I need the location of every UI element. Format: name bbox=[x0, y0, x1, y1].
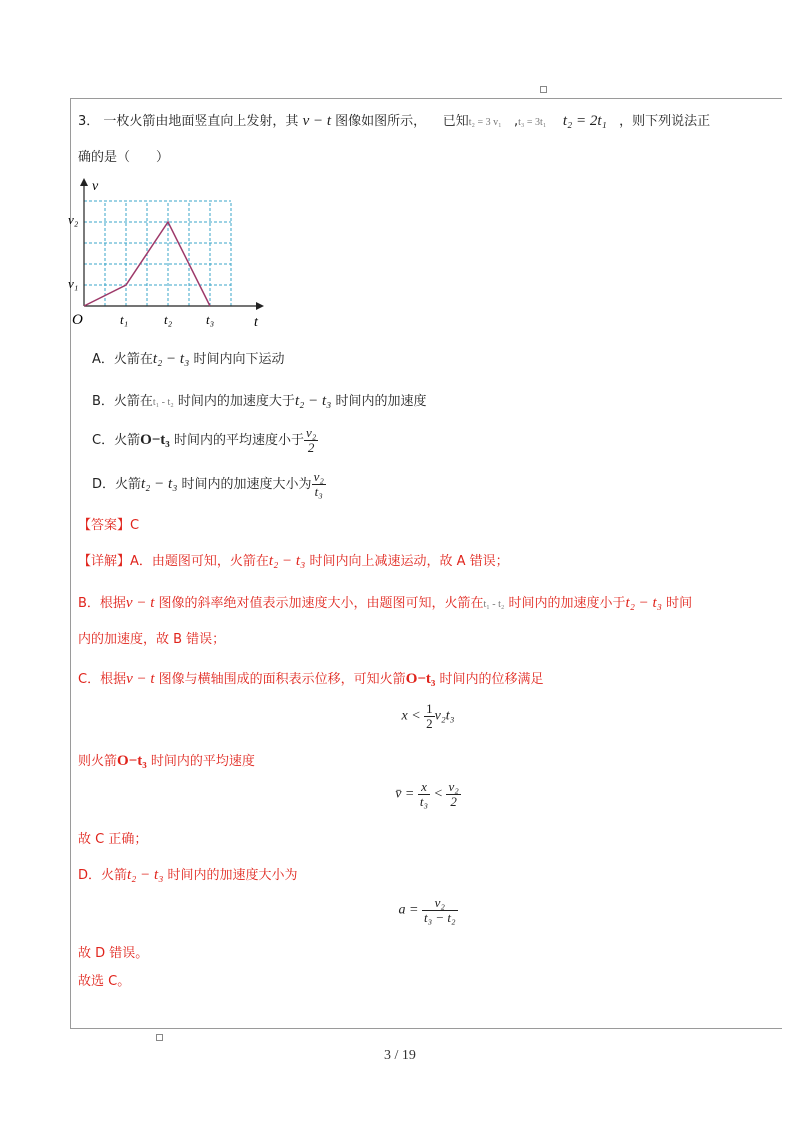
option-d-math: t₂ − t₃ bbox=[141, 476, 178, 492]
detail-c-post: 时间内的位移满足 bbox=[439, 672, 544, 687]
label-t-axis: t bbox=[254, 315, 258, 330]
question-stem-line2: 确的是（ ） bbox=[78, 150, 170, 165]
detail-a-pre: A．由题图可知，火箭在 bbox=[130, 554, 269, 569]
answer-value: C bbox=[130, 518, 140, 533]
detail-c-line1 bbox=[78, 668, 544, 688]
detail-d-line1 bbox=[78, 864, 298, 884]
option-b-mid: 时间内的加速度大于 bbox=[177, 394, 295, 409]
detail-b-math: v − t bbox=[125, 595, 155, 611]
detail-tag: 【详解】 bbox=[78, 554, 131, 569]
question-text-b: 图像如图所示， bbox=[335, 114, 427, 129]
math-vt: v − t bbox=[302, 113, 332, 129]
detail-c-math: v − t bbox=[126, 671, 155, 687]
question-text-c: ，则下列说法正 bbox=[619, 114, 711, 129]
anchor-marker-bottom bbox=[156, 1034, 163, 1041]
option-c-mid: 时间内的平均速度小于 bbox=[173, 433, 304, 448]
option-b-text: 时间内的加速度 bbox=[335, 394, 427, 409]
vt-graph bbox=[68, 176, 270, 330]
detail-c3-math: O−t₃ bbox=[117, 753, 147, 769]
detail-c-mid: 图像与横轴围成的面积表示位移，可知火箭 bbox=[158, 672, 406, 687]
formula2-fraction1: $\frac{x}{\text{t₃}}$ bbox=[419, 779, 429, 809]
option-c-label: C．火箭 bbox=[92, 433, 141, 448]
option-c bbox=[92, 426, 318, 455]
detail-a-math: t₂ − t₃ bbox=[268, 553, 306, 569]
option-a-math: t₂ − t₃ bbox=[152, 351, 190, 367]
label-origin: O bbox=[72, 312, 83, 328]
label-v2: v₂ bbox=[68, 212, 79, 227]
graph-grid bbox=[84, 201, 231, 306]
frame-bottom-border bbox=[70, 1028, 782, 1029]
condition-3: t₂ = 2t₁ bbox=[562, 113, 607, 129]
page-number: 3 / 19 bbox=[384, 1048, 416, 1063]
option-d-fraction: $\frac{\text{v₂}}{\text{t₃}}$ bbox=[313, 469, 324, 499]
detail-a bbox=[78, 550, 509, 570]
formula2-lt: < bbox=[433, 786, 443, 802]
condition-2: t₃ = 3t₁ bbox=[518, 117, 547, 128]
formula3-lhs: a = bbox=[398, 902, 419, 918]
option-a-label: A．火箭在 bbox=[92, 352, 153, 367]
detail-b-line2: 内的加速度，故 B 错误； bbox=[78, 632, 226, 647]
option-b-label: B．火箭在 bbox=[92, 394, 153, 409]
option-b-math2: t₂ − t₃ bbox=[294, 393, 332, 409]
formula-displacement bbox=[78, 702, 778, 731]
option-d-mid: 时间内的加速度大小为 bbox=[181, 477, 312, 492]
detail-b-mid2: 时间内的加速度小于 bbox=[508, 596, 626, 611]
label-t2: t₂ bbox=[164, 312, 173, 327]
question-stem-line1: 3． 一枚火箭由地面竖直向上发射，其 v − t 图像如图所示， 已知t₂ = 3 v₁ ,t₃ = 3t₁ t₂ = 2t₁ ，则下列说法正 bbox=[78, 113, 711, 129]
formula2-fraction2: $\frac{\text{v₂}}{2}$ bbox=[448, 779, 459, 809]
detail-a-post: 时间内向上减速运动，故 A 错误； bbox=[309, 554, 509, 569]
detail-b-post: 时间 bbox=[666, 596, 693, 611]
detail-d-conclusion: 故 D 错误。 bbox=[78, 946, 149, 961]
formula1-rhs: v₂t₃ bbox=[434, 708, 455, 724]
detail-b-line1 bbox=[78, 592, 692, 612]
anchor-marker-top bbox=[540, 86, 547, 93]
formula-acceleration bbox=[78, 896, 778, 925]
formula3-fraction: $\frac{\text{v₂}}{\text{t₃ − t₂}}$ bbox=[423, 895, 456, 925]
option-d-label: D．火箭 bbox=[92, 477, 142, 492]
detail-b-mid: 图像的斜率绝对值表示加速度大小，由题图可知，火箭在 bbox=[158, 596, 484, 611]
question-known: 已知 bbox=[442, 114, 469, 129]
formula1-fraction: $\frac{1}{2}$ bbox=[426, 701, 433, 731]
formula1-lhs: x < bbox=[401, 708, 421, 724]
detail-c-pre: C．根据 bbox=[78, 672, 127, 687]
detail-b-math2: t₁ - t₂ bbox=[483, 599, 505, 610]
condition-1: t₂ = 3 v₁ bbox=[468, 117, 502, 128]
detail-final: 故选 C。 bbox=[78, 974, 131, 989]
option-a-text: 时间内向下运动 bbox=[193, 352, 285, 367]
v-axis-arrow bbox=[80, 178, 88, 186]
detail-d-post: 时间内的加速度大小为 bbox=[167, 868, 298, 883]
option-c-math: O−t₃ bbox=[140, 432, 170, 448]
answer-line bbox=[78, 514, 139, 533]
formula-average-velocity bbox=[78, 780, 778, 809]
formula2-lhs: v̄ = bbox=[395, 786, 415, 802]
label-t1: t₁ bbox=[120, 312, 129, 327]
answer-tag: 【答案】 bbox=[78, 518, 131, 533]
option-c-fraction: $\frac{\text{v₂}}{2}$ bbox=[305, 425, 317, 455]
frame-top-border bbox=[70, 98, 782, 99]
t-axis-arrow bbox=[256, 302, 264, 310]
label-v-axis: v bbox=[92, 179, 99, 194]
question-text-a: 一枚火箭由地面竖直向上发射，其 bbox=[103, 114, 299, 129]
detail-c-line3 bbox=[78, 750, 255, 770]
detail-c3-pre: 则火箭 bbox=[78, 754, 118, 769]
option-a bbox=[92, 348, 284, 368]
detail-b-pre: B．根据 bbox=[78, 596, 126, 611]
detail-c-conclusion: 故 C 正确； bbox=[78, 832, 148, 847]
detail-d-pre: D．火箭 bbox=[78, 868, 128, 883]
label-t3: t₃ bbox=[206, 312, 215, 327]
option-d bbox=[92, 470, 326, 499]
option-b bbox=[92, 390, 426, 410]
label-v1: v₁ bbox=[68, 276, 79, 291]
detail-c-math2: O−t₃ bbox=[405, 671, 436, 687]
question-number: 3． bbox=[78, 114, 100, 129]
detail-c3-post: 时间内的平均速度 bbox=[150, 754, 255, 769]
detail-d-math: t₂ − t₃ bbox=[127, 867, 164, 883]
option-b-math1: t₁ - t₂ bbox=[152, 397, 174, 408]
detail-b-math3: t₂ − t₃ bbox=[625, 595, 662, 611]
